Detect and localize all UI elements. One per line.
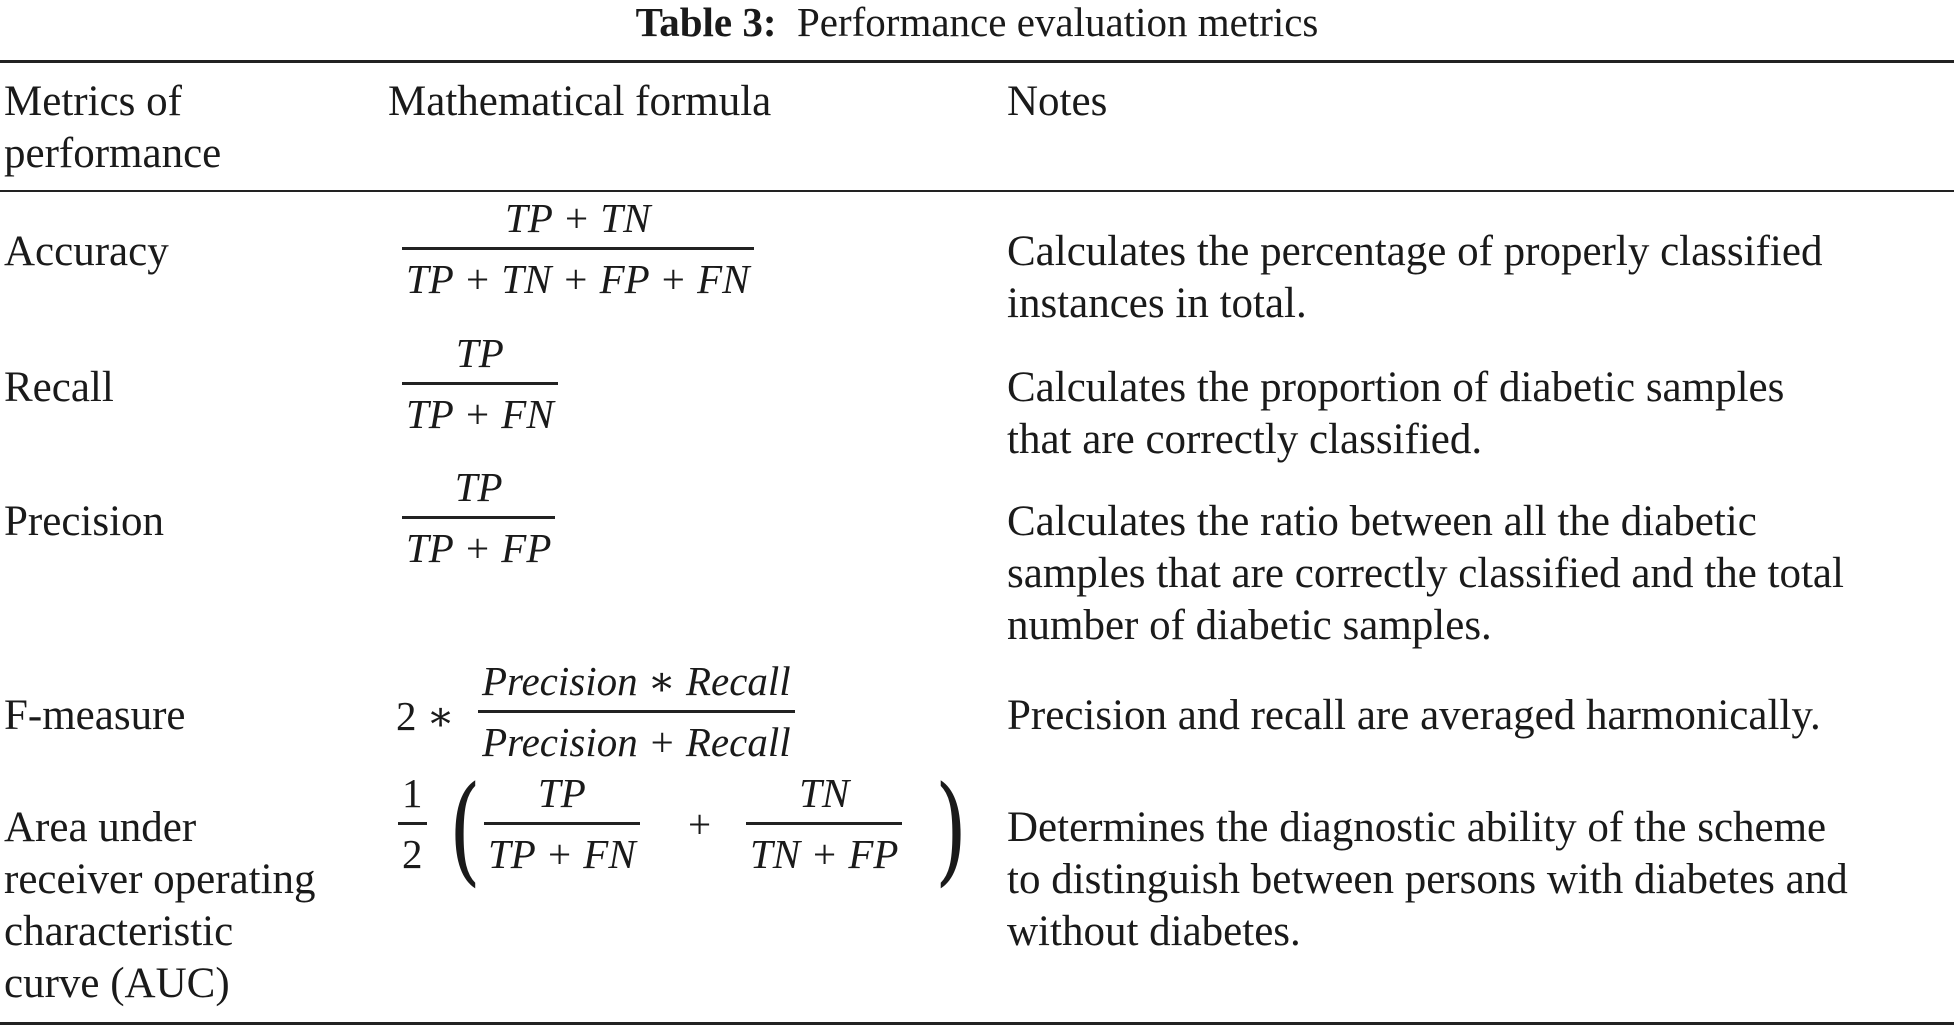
formula-precision	[402, 464, 555, 571]
formula-numerator: TN	[799, 770, 850, 816]
note-line: Determines the diagnostic ability of the scheme	[1007, 804, 1827, 851]
note-recall	[1007, 362, 1784, 466]
formula-auc-term-a	[484, 770, 640, 877]
note-line: that are correctly classified.	[1007, 416, 1483, 463]
header-formula: Mathematical formula	[388, 78, 772, 125]
metric-accuracy: Accuracy	[4, 228, 169, 275]
formula-auc-term-b	[746, 770, 902, 877]
metric-line: Area under	[4, 804, 197, 851]
note-line: Precision and recall are averaged harmonically.	[1007, 692, 1821, 739]
formula-numerator: TP	[537, 770, 586, 816]
close-paren: )	[934, 760, 968, 898]
note-line: Calculates the proportion of diabetic samples	[1007, 364, 1785, 411]
note-line: to distinguish between persons with diabetes and	[1007, 856, 1848, 903]
table-caption	[0, 0, 1954, 44]
metric-precision: Precision	[4, 498, 165, 545]
note-f-measure	[1007, 690, 1821, 742]
metric-line: receiver operating	[4, 856, 316, 903]
fraction-bar	[402, 516, 555, 519]
note-line: number of diabetic samples.	[1007, 602, 1492, 649]
fraction-bar	[478, 710, 795, 713]
formula-numerator: TP	[455, 330, 504, 376]
bottom-rule	[0, 1022, 1954, 1025]
formula-f-measure	[478, 658, 795, 765]
formula-denominator: TP + FP	[406, 524, 552, 571]
formula-numerator: TP	[454, 464, 503, 510]
note-line: Calculates the percentage of properly classified	[1007, 228, 1823, 275]
fraction-bar	[746, 822, 902, 825]
table-title: Performance evaluation metrics	[797, 0, 1319, 45]
note-line: Calculates the ratio between all the diabetic	[1007, 498, 1757, 545]
metric-recall: Recall	[4, 364, 114, 411]
note-line: instances in total.	[1007, 280, 1307, 327]
fraction-bar	[402, 382, 558, 385]
note-precision	[1007, 496, 1844, 652]
header-metric	[4, 76, 221, 180]
formula-numerator: Precision ∗ Recall	[482, 658, 791, 704]
metric-line: curve (AUC)	[4, 960, 230, 1007]
formula-numerator: 1	[402, 770, 423, 816]
formula-half	[398, 770, 427, 877]
note-line: samples that are correctly classified and the total	[1007, 550, 1844, 597]
formula-numerator: TP + TN	[505, 195, 651, 241]
fraction-bar	[398, 822, 427, 825]
note-accuracy	[1007, 226, 1822, 330]
formula-denominator: TN + FP	[750, 830, 899, 877]
metric-f-measure: F-measure	[4, 692, 186, 739]
fraction-bar	[402, 247, 754, 250]
note-line: without diabetes.	[1007, 908, 1301, 955]
top-rule	[0, 60, 1954, 63]
header-rule	[0, 190, 1954, 192]
formula-accuracy	[402, 195, 754, 302]
open-paren: (	[448, 760, 482, 898]
header-metric-line1: Metrics of	[4, 78, 182, 125]
table-label: Table 3:	[635, 0, 777, 45]
formula-prefix: 2 ∗	[396, 693, 455, 739]
metric-line: characteristic	[4, 908, 234, 955]
formula-denominator: TP + FN	[488, 830, 636, 877]
plus-sign: +	[688, 801, 712, 847]
header-metric-line2: performance	[4, 130, 222, 177]
header-notes: Notes	[1007, 78, 1108, 125]
formula-denominator: Precision + Recall	[482, 718, 791, 765]
formula-denominator: 2	[402, 830, 423, 877]
formula-denominator: TP + FN	[406, 390, 554, 437]
note-auc	[1007, 802, 1848, 958]
formula-recall	[402, 330, 558, 437]
formula-denominator: TP + TN + FP + FN	[406, 255, 750, 302]
fraction-bar	[484, 822, 640, 825]
metric-auc	[4, 802, 316, 1010]
